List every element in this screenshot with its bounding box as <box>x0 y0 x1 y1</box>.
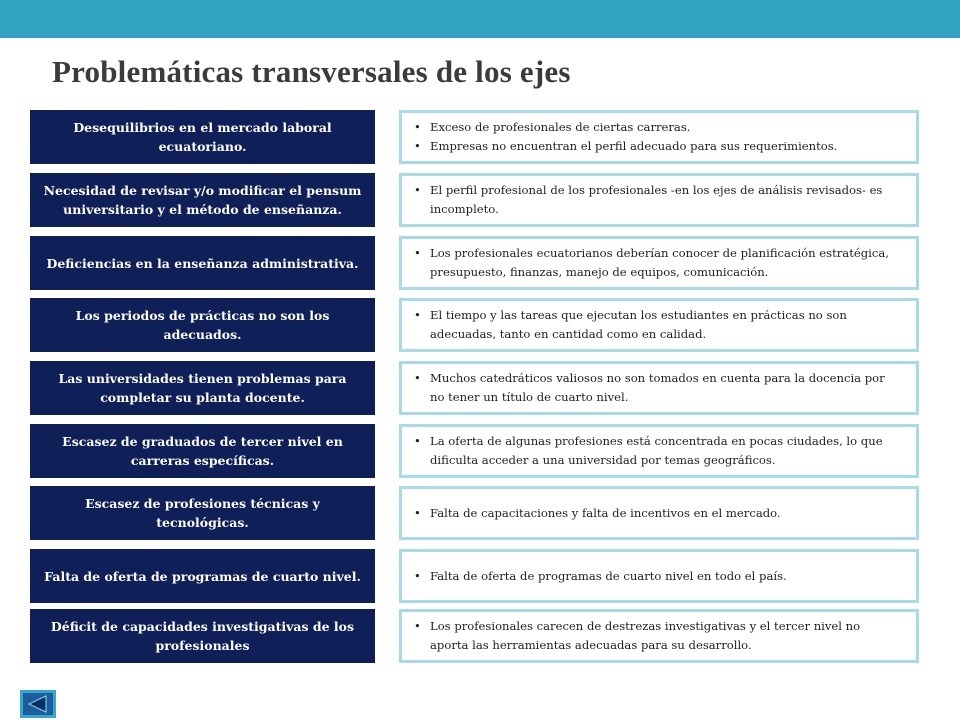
detail-bullet: • El perfil profesional de los profesionales -en los ejes de análisis revisados- es incompleto. <box>412 181 902 219</box>
problem-label: Escasez de profesiones técnicas y tecnológicas. <box>30 486 375 540</box>
detail-bullet: • Falta de oferta de programas de cuarto nivel en todo el país. <box>412 567 902 586</box>
detail-bullet: • Muchos catedráticos valiosos no son tomados en cuenta para la docencia por no tener un título de cuarto nivel. <box>412 369 902 407</box>
problem-row <box>30 424 920 478</box>
detail-bullet: • Los profesionales carecen de destrezas investigativas y el tercer nivel no aporta las herramientas adecuadas para su desarrollo. <box>412 617 902 655</box>
problem-row <box>30 173 920 227</box>
problem-label: Desequilibrios en el mercado laboral ecuatoriano. <box>30 110 375 164</box>
problem-row <box>30 486 920 540</box>
detail-box <box>399 110 919 164</box>
detail-box <box>399 549 919 603</box>
problem-row <box>30 609 920 663</box>
slide-title: Problemáticas transversales de los ejes <box>52 54 571 89</box>
detail-box <box>399 486 919 540</box>
problem-row <box>30 110 920 164</box>
top-accent-bar <box>0 0 960 38</box>
detail-box <box>399 298 919 352</box>
detail-bullet: • El tiempo y las tareas que ejecutan los estudiantes en prácticas no son adecuadas, tanto en cantidad como en calidad. <box>412 306 902 344</box>
detail-bullet: • Los profesionales ecuatorianos deberían conocer de planificación estratégica, presupuesto, finanzas, manejo de equipos, comunicación. <box>412 244 902 282</box>
detail-box <box>399 361 919 415</box>
problem-label: Deficiencias en la enseñanza administrativa. <box>30 236 375 290</box>
detail-box <box>399 424 919 478</box>
back-button[interactable] <box>20 690 56 718</box>
problem-label: Déficit de capacidades investigativas de los profesionales <box>30 609 375 663</box>
problem-row <box>30 298 920 352</box>
problem-row <box>30 361 920 415</box>
detail-box <box>399 173 919 227</box>
detail-bullet: • La oferta de algunas profesiones está concentrada en pocas ciudades, lo que dificulta acceder a una universidad por temas geográficos. <box>412 432 902 470</box>
problem-label: Los periodos de prácticas no son los adecuados. <box>30 298 375 352</box>
detail-bullet: • Falta de capacitaciones y falta de incentivos en el mercado. <box>412 504 902 523</box>
problem-row <box>30 236 920 290</box>
problem-label: Escasez de graduados de tercer nivel en carreras específicas. <box>30 424 375 478</box>
problem-row <box>30 549 920 603</box>
detail-bullet: • Empresas no encuentran el perfil adecuado para sus requerimientos. <box>412 137 902 156</box>
problem-label: Necesidad de revisar y/o modificar el pensum universitario y el método de enseñanza. <box>30 173 375 227</box>
detail-box <box>399 236 919 290</box>
problem-label: Las universidades tienen problemas para completar su planta docente. <box>30 361 375 415</box>
detail-box <box>399 609 919 663</box>
problem-label: Falta de oferta de programas de cuarto nivel. <box>30 549 375 603</box>
back-arrow-icon <box>26 695 50 713</box>
detail-bullet: • Exceso de profesionales de ciertas carreras. <box>412 118 902 137</box>
